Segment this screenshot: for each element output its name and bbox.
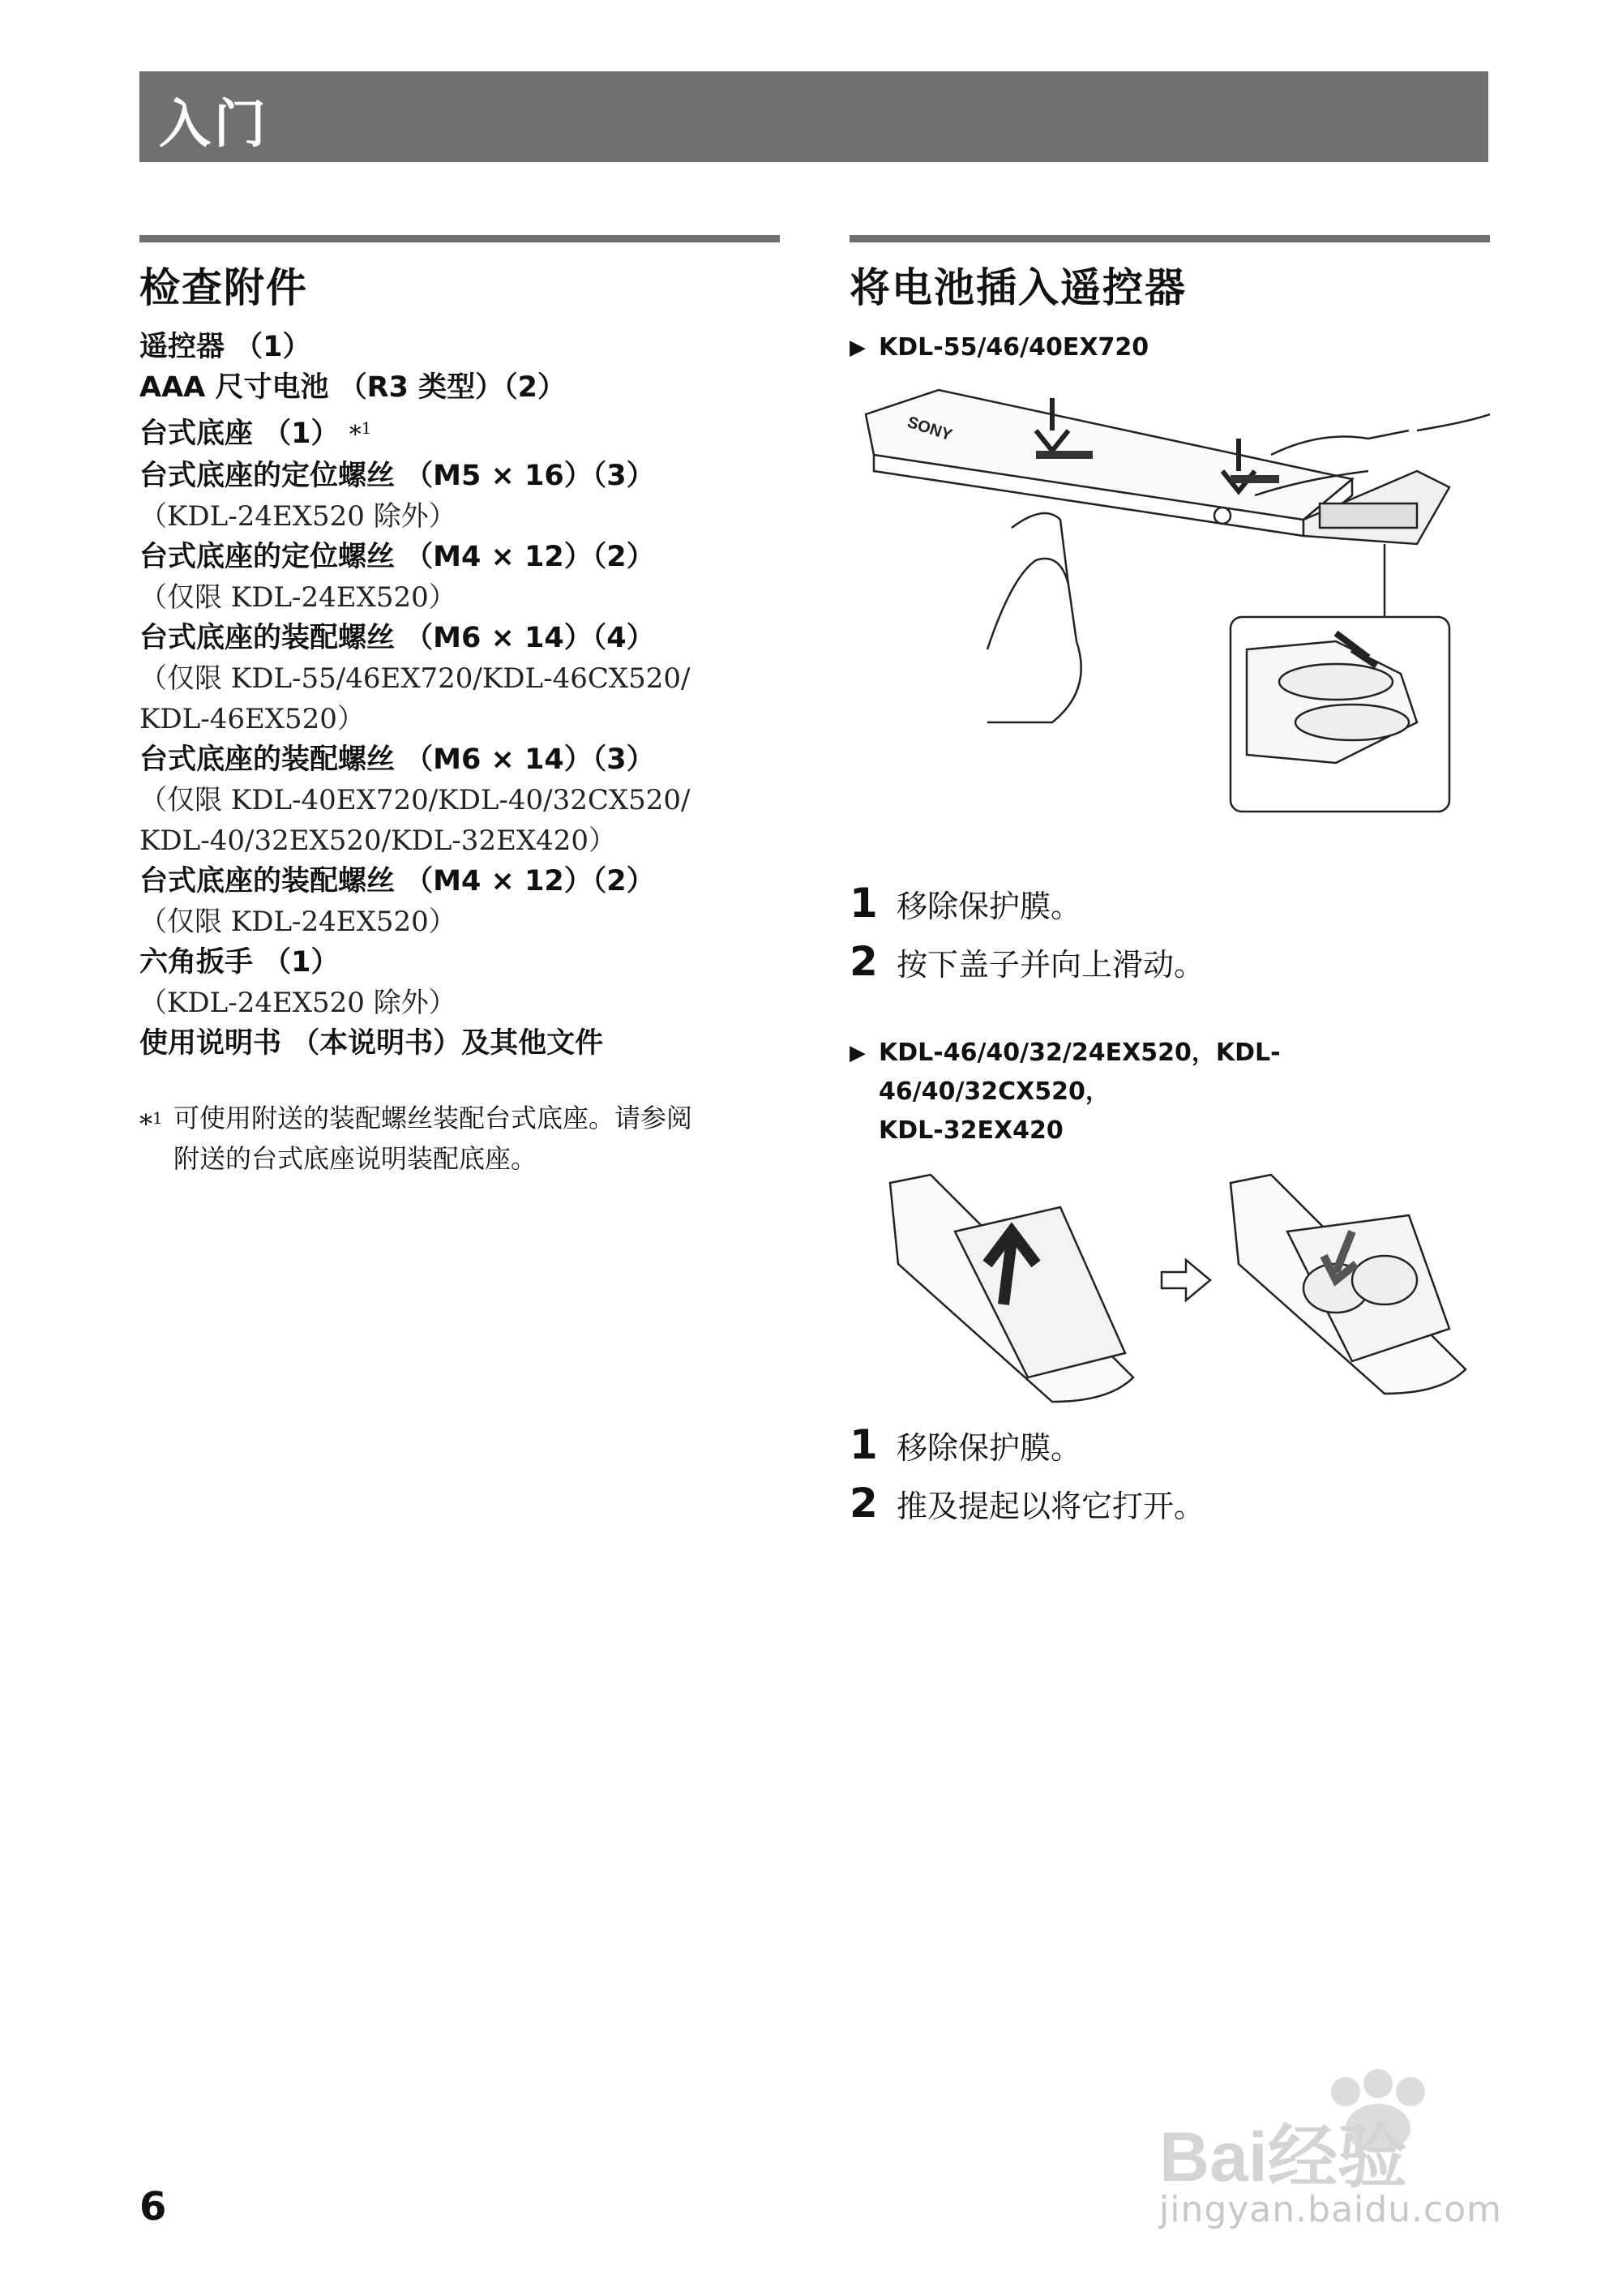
battery-section (850, 235, 1490, 1527)
accessories-section (139, 235, 780, 1179)
accessory-item: 台式底座的装配螺丝 （M6 × 14）（3） （仅限 KDL-40EX720/KDL-40/32CX520/ KDL-40/32EX520/KDL-32EX420） (139, 739, 780, 861)
footnote: *$^1$ 可使用附送的装配螺丝装配台式底座。请参阅 附送的台式底座说明装配底座。 (139, 1098, 780, 1179)
step-item: 2 按下盖子并向上滑动。 (850, 938, 1205, 985)
page-number: 6 (139, 2184, 167, 2230)
accessory-item: 使用说明书 （本说明书）及其他文件 (139, 1027, 604, 1060)
remote-battery-figure-2 (850, 1167, 1490, 1410)
section-title: 入门 (159, 95, 269, 155)
item-note: （KDL-24EX520 除外） (139, 500, 456, 533)
accessories-heading: 检查附件 (139, 264, 308, 311)
item-note: （KDL-24EX520 除外） (139, 987, 456, 1019)
footnote-mark: *$^1$ (139, 1108, 163, 1140)
item-note: （仅限 KDL-55/46EX720/KDL-46CX520/ (139, 662, 691, 695)
battery-heading: 将电池插入遥控器 (850, 264, 1187, 311)
triangle-bullet-icon: ▶ (850, 1041, 866, 1065)
item-note: （仅限 KDL-24EX520） (139, 906, 456, 938)
watermark-text: jingyan.baidu.com (1159, 2189, 1503, 2230)
accessory-item: AAA 尺寸电池 （R3 类型）（2） (139, 371, 566, 404)
step-item: 1 移除保护膜。 (850, 880, 1082, 927)
item-note: KDL-46EX520） (139, 703, 365, 735)
step-item: 1 移除保护膜。 (850, 1421, 1082, 1468)
section-rule (139, 235, 780, 242)
accessory-item: 六角扳手 （1） （KDL-24EX520 除外） (139, 942, 780, 1023)
sony-logo: SONY (905, 413, 955, 445)
remote-battery-figure-1 (850, 382, 1490, 868)
accessory-item: 台式底座的装配螺丝 （M6 × 14）（4） （仅限 KDL-55/46EX720/KDL-46CX520/ KDL-46EX520） (139, 618, 780, 739)
accessory-item: 台式底座 （1） *$^1$ (139, 418, 372, 450)
section-rule (850, 235, 1490, 242)
accessory-item: 台式底座的装配螺丝 （M4 × 12）（2） （仅限 KDL-24EX520） (139, 861, 780, 942)
item-note: （仅限 KDL-40EX720/KDL-40/32CX520/ (139, 784, 691, 816)
model-label: ▶ KDL-46/40/32/24EX520，KDL-46/40/32CX520， KDL-32EX420 (850, 1034, 1490, 1150)
svg-text:Bai经验: Bai经验 (1159, 2118, 1407, 2196)
item-note: （仅限 KDL-24EX520） (139, 581, 456, 614)
footnote-mark: *$^1$ (349, 418, 372, 449)
accessory-item: 台式底座的定位螺丝 （M5 × 16）（3） （KDL-24EX520 除外） (139, 456, 780, 537)
model-label: ▶ KDL-55/46/40EX720 (850, 328, 1490, 367)
accessory-item: 台式底座的定位螺丝 （M4 × 12）（2） （仅限 KDL-24EX520） (139, 537, 780, 618)
triangle-bullet-icon: ▶ (850, 336, 866, 360)
section-banner (139, 71, 1488, 162)
step-item: 2 推及提起以将它打开。 (850, 1480, 1205, 1527)
accessory-list (139, 327, 780, 1064)
item-note: KDL-40/32EX520/KDL-32EX420） (139, 825, 616, 857)
accessory-item: 遥控器 （1） (139, 331, 311, 363)
